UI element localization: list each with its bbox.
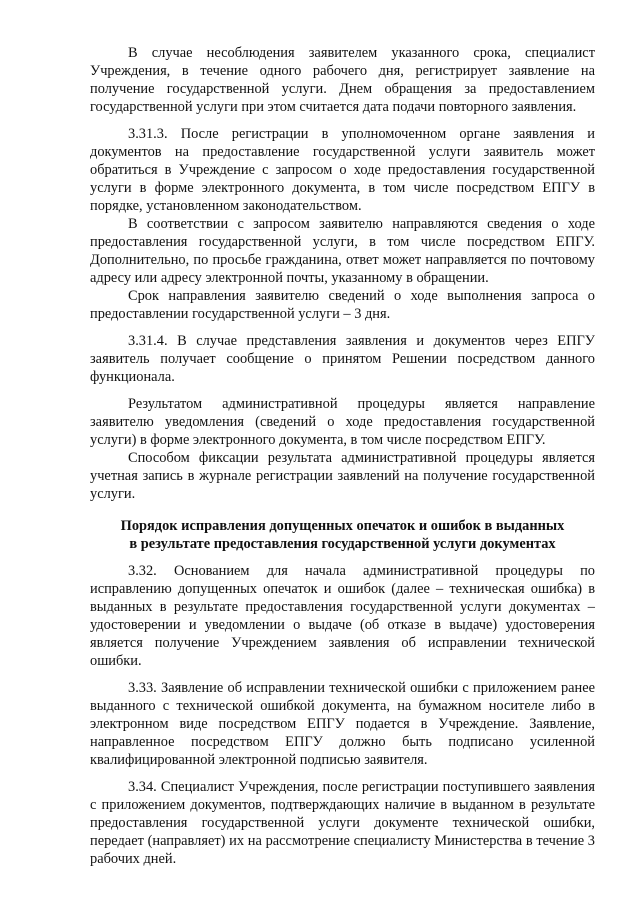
paragraph-response-term: Срок направления заявителю сведений о ходе выполнения запроса о предоставлении государственной услуги – 3 дня. [90, 288, 595, 322]
document-body [90, 44, 595, 868]
paragraph-request-info: В соответствии с запросом заявителю направляются сведения о ходе предоставления государственной услуги, в том числе посредством ЕПГУ. Дополнительно, по просьбе гражданина, ответ может направляется по почтовому адресу или адресу электронной почты, указанному в обращении. [90, 216, 595, 286]
section-heading-line-2: в результате предоставления государственной услуги документах [129, 536, 556, 552]
paragraph-3-31-4: 3.31.4. В случае представления заявления и документов через ЕПГУ заявитель получает сообщение о принятом Решении посредством данного функционала. [90, 333, 595, 385]
paragraph-3-34: 3.34. Специалист Учреждения, после регистрации поступившего заявления с приложением документов, подтверждающих наличие в выданном в результате предоставления государственной услуги документе технической ошибки, передает (направляет) их на рассмотрение специалисту Министерства в течение 3 рабочих дней. [90, 779, 595, 867]
paragraph-procedure-result: Результатом административной процедуры является направление заявителю уведомления (сведений о ходе предоставления государственной услуги) в форме электронного документа, в том числе посредством ЕПГУ. [90, 396, 595, 448]
paragraph-3-32: 3.32. Основанием для начала административной процедуры по исправлению допущенных опечаток и ошибок (далее – техническая ошибка) в выданных в результате предоставления государственной услуги документах – удостоверении и уведомлении о выдаче (об отказе в выдаче) удостоверения является получение Учреждением заявления об исправлении технической ошибки. [90, 563, 595, 669]
paragraph-3-31-3: 3.31.3. После регистрации в уполномоченном органе заявления и документов на предоставление государственной услуги заявитель может обратиться в Учреждение с запросом о ходе предоставления государственной услуги в форме электронного документа, в том числе посредством ЕПГУ в порядке, установленном законодательством. [90, 126, 595, 214]
paragraph-3-33: 3.33. Заявление об исправлении технической ошибки с приложением ранее выданного с технической ошибкой документа, на бумажном носителе либо в электронном виде посредством ЕПГУ подается в Учреждение. Заявление, направленное посредством ЕПГУ должно быть подписано усиленной квалифицированной электронной подписью заявителя. [90, 680, 595, 768]
paragraph-deadline-violation: В случае несоблюдения заявителем указанного срока, специалист Учреждения, в течение одного рабочего дня, регистрирует заявление на получение государственной услуги. Днем обращения за предоставлением государственной услуги при этом считается дата подачи повторного заявления. [90, 45, 595, 115]
section-heading-error-correction [90, 517, 595, 553]
paragraph-result-recording: Способом фиксации результата административной процедуры является учетная запись в журнале регистрации заявлений на получение государственной услуги. [90, 450, 595, 502]
section-heading-line-1: Порядок исправления допущенных опечаток и ошибок в выданных [120, 518, 565, 534]
